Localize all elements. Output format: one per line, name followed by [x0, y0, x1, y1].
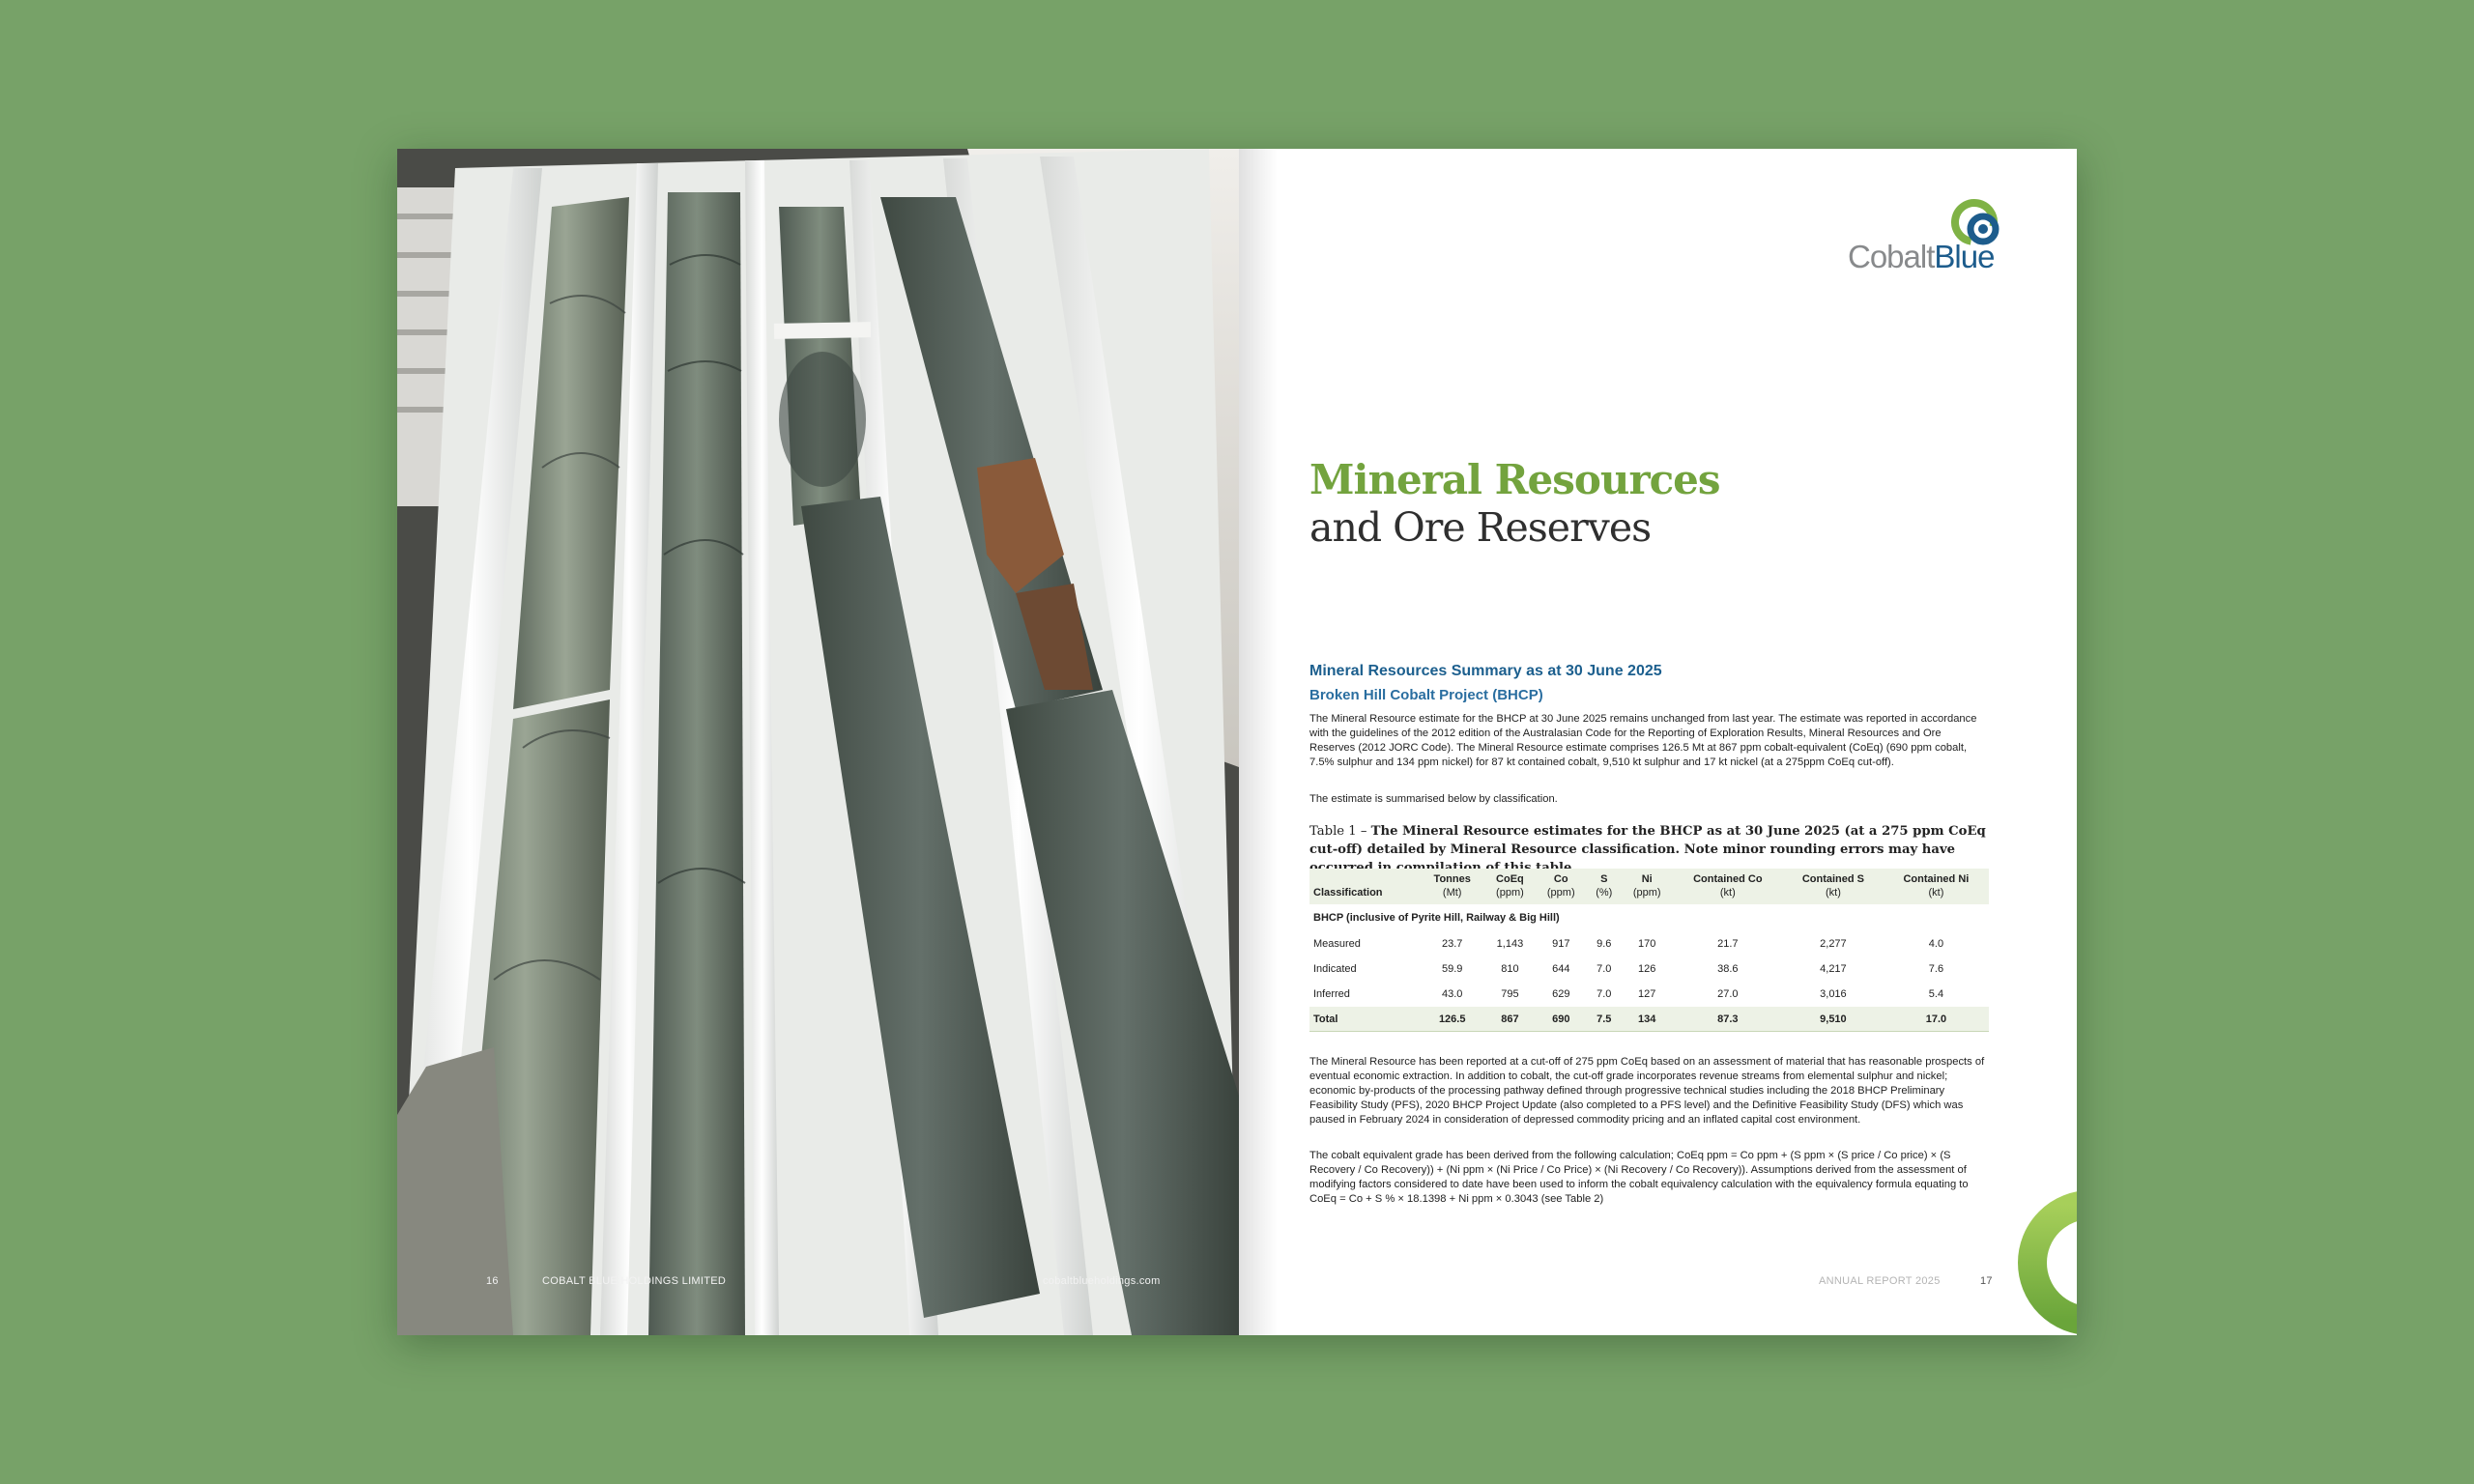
section-subheading: Broken Hill Cobalt Project (BHCP) [1309, 687, 1543, 703]
right-footer-label: ANNUAL REPORT 2025 [1819, 1275, 1941, 1287]
section-heading: Mineral Resources Summary as at 30 June 2025 [1309, 663, 1662, 679]
col-header: Tonnes (Mt) [1433, 873, 1471, 899]
col-header: Co (ppm) [1546, 873, 1575, 899]
summary-note: The estimate is summarised below by classification. [1309, 793, 1558, 805]
caption-text: The Mineral Resource estimates for the BHCP as at 30 June 2025 (at a 275 ppm CoEq cut-off) detailed by Mineral Resource classification. Note minor rounding errors may have occurred in compilation of this table. [1309, 824, 1986, 875]
left-footer-company: COBALT BLUE HOLDINGS LIMITED [542, 1275, 727, 1287]
caption-prefix: Table 1 – [1309, 824, 1371, 839]
left-page-number: 16 [486, 1275, 499, 1287]
col-header: CoEq (ppm) [1496, 873, 1524, 899]
col-header: Contained S (kt) [1801, 873, 1864, 899]
col-header: Ni (ppm) [1632, 873, 1661, 899]
logo-word-cobalt: Cobalt [1848, 239, 1935, 274]
col-header: Classification [1313, 887, 1383, 899]
table-row: Measured 23.7 1,143 917 9.6 170 21.7 2,277 4.0 [1309, 931, 1989, 956]
drill-core-photo [397, 149, 1239, 1335]
table-group-row: BHCP (inclusive of Pyrite Hill, Railway & Big Hill) [1313, 912, 1560, 924]
col-header: Contained Co (kt) [1693, 873, 1763, 899]
table-total-row: Total 126.5 867 690 7.5 134 87.3 9,510 17.0 [1309, 1007, 1989, 1032]
logo-wordmark [1848, 239, 1994, 275]
logo-word-blue: Blue [1934, 239, 1995, 274]
table-row: Inferred 43.0 795 629 7.0 127 27.0 3,016 5.4 [1309, 982, 1989, 1007]
left-page [397, 149, 1239, 1335]
cutoff-paragraph: The Mineral Resource has been reported at a cut-off of 275 ppm CoEq based on an assessment of material that has reasonable prospects of eventual economic extraction. In addition to cobalt, the cut-off grade incorporates revenue streams from elemental sulphur and nickel; economic by-products of the processing pathway defined through progressive technical studies including the 2018 BHCP Preliminary Feasibility Study (PFS), 2020 BHCP Project Update (also completed to a PFS level) and the Definitive Feasibility Study (DFS) which was paused in February 2024 in consideration of depressed commodity pricing and an inflated capital cost environment. [1309, 1056, 1985, 1126]
left-footer-website[interactable]: cobaltblueholdings.com [1043, 1275, 1161, 1287]
col-header: S (%) [1596, 873, 1613, 899]
cobalt-blue-logo [1848, 198, 2007, 275]
mineral-resource-table [1309, 869, 1989, 1032]
table-row: Indicated 59.9 810 644 7.0 126 38.6 4,217 7.6 [1309, 956, 1989, 982]
page-title-line2: and Ore Reserves [1309, 504, 1652, 551]
decorative-green-ring [2018, 1190, 2077, 1335]
coeq-paragraph: The cobalt equivalent grade has been derived from the following calculation; CoEq ppm = Co ppm + (S ppm × (S price / Co price) × (S Recovery / Co Recovery)) + (Ni ppm × (Ni Price / Co Price) × (Ni Recovery / Co Recovery)). Assumptions derived from the assessment of modifying factors considered to date have been used to inform the cobalt equivalency calculation with the equivalency formula equating to CoEq = Co + S % × 18.1398 + Ni ppm × 0.3043 (see Table 2) [1309, 1150, 1969, 1205]
right-page-number: 17 [1980, 1275, 1993, 1287]
page-title-line1: Mineral Resources [1309, 456, 1720, 503]
col-header: Contained Ni (kt) [1903, 873, 1970, 899]
intro-paragraph: The Mineral Resource estimate for the BHCP at 30 June 2025 remains unchanged from last year. The estimate was reported in accordance with the guidelines of the 2012 edition of the Australasian Code for the Reporting of Exploration Results, Mineral Resources and Ore Reserves (2012 JORC Code). The Mineral Resource estimate comprises 126.5 Mt at 867 ppm cobalt-equivalent (CoEq) (690 ppm cobalt, 7.5% sulphur and 134 ppm nickel) for 87 kt contained cobalt, 9,510 kt sulphur and 17 kt nickel (at a 275ppm CoEq cut-off). [1309, 713, 1977, 768]
table-header-row [1309, 869, 1989, 904]
